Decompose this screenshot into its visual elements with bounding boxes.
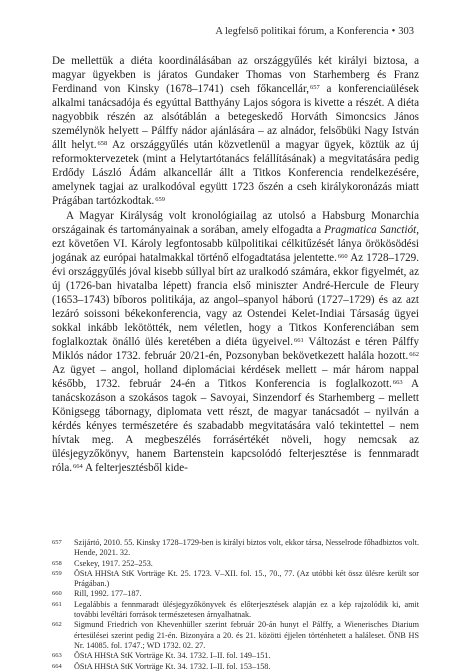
text-segment: Változást e téren Pálffy Miklós nádor 1732. február 20/21-én, Pozsonyban bekövetkezett halála hozott. [52,335,419,362]
footnote [52,589,419,599]
footnote [52,538,419,559]
footnote-text: Legalábbis a fennmaradt ülésjegyzőkönyvek és előterjesztések alapján ez a kép rajzolódik ki, amit további levéltári források természetesen árnyalhatnak. [74,599,419,620]
footnote-number: 660 [52,590,62,598]
text-segment: Az 1728–1729. évi országgyűlés jóval kisebb súllyal bírt az uralkodó számára, ekkor figyelmét, az új (1726-ban hivatalba lépett) francia első miniszter André-Hercule de Fleury (1653–1743) bíboros politikája, az angol–spanyol háború (1727–1729) és az azt lezáró soissoni békekonferencia, vagy az Ostendei Kelet-Indiai Társaság ügyei sokkal inkább lekötötték, nem véletlen, hogy a Titkos Konferenciában sem foglalkoztak önálló ülés keretében a diéta ügyeivel. [52,251,419,348]
footnote-text: Csekey, 1917. 252–253. [74,558,153,568]
footnote-number: 659 [52,569,62,577]
page-number: 303 [398,26,414,37]
running-title: A legfelső politikai fórum, a Konferencia [215,26,389,37]
footnote-text: Sigmund Friedrich von Khevenhüller szerint február 20-án hunyt el Pálffy, a Wienerisches Diarium értesülései szerint pedig 21-én. Bizonyára a 20. és 21. közötti éjjelen történhetett a haláleset. ÖNB HS Nr. 14085. fol. 1747.; WD 1732. 02. 27. [74,620,419,650]
text-segment: A felterjesztésből kide- [82,462,188,475]
footnote-ref: 661 [293,336,304,344]
footnote-ref: 658 [97,140,108,148]
footnote-ref: 664 [73,463,83,471]
footnote-text: ÖStA HHStA StK Vorträge Kt. 25. 1723. V–XII. fol. 15., 70., 77. (Az utóbbi két össz ülésre került sor Prágában.) [74,568,419,589]
footnote [52,600,419,621]
paragraph [52,209,419,476]
footnote-number: 663 [52,652,62,660]
footnote-text: Szijártó, 2010. 55. Kinsky 1728–1729-ben is királyi biztos volt, ekkor társa, Nesselrode főhadbiztos volt. Hende, 2021. 32. [74,538,419,558]
text-segment: a konferenciaülések alkalmi tanácsadója és egyúttal Batthyány Lajos sógora is kivette a részét. A diéta nagyobbik részén az alsótáblán a betegeskedő Horváth Simoncsics János személynök helyett – Pálffy nádor ajánlására – az alnádor, felsőbüki Nagy István állt helyt. [52,83,419,152]
footnote [52,569,419,590]
footnote-ref: 662 [409,350,419,358]
header-bullet: • [391,26,396,37]
footnote-number: 657 [52,539,62,546]
footnote-number: 664 [52,662,62,670]
footnote-ref: 660 [337,252,348,260]
footnote [52,651,419,661]
text-segment: Az országgyűlés után közvetlenül a magyar ügyek, köztük az új reformoktervezetek (mint a Helytartótanács felállításának) a megvitatására pedig Erdődy László Ádám alkancellár állt a Titkos Konferencia rendelkezésére, amelynek tagjai az uralkodóval együtt 1723 őszén a cseh királykoronázás miatt Prágában tartózkodtak. [52,139,419,208]
text-segment: De mellettük a diéta koordinálásában az országgyűlés két királyi biztosa, a magyar ügyekben is járatos Gundaker Thomas von Starhemberg és Franz Ferdinand von Kinsky (1678–1741) cseh főkancellár, [52,55,419,96]
footnote-text: ÖStA HHStA StK Vorträge Kt. 34. 1732. I–II. fol. 153–158. [74,661,271,671]
footnote-number: 662 [52,621,62,629]
footnote [52,620,419,651]
paragraph [52,54,419,209]
text-segment: Az ügyet – angol, holland diplomáciai kérdések mellett – már három nappal később, 1732. február 24-én a Titkos Konferencia is foglalkozott. [52,364,419,391]
footnote-text: ÖStA HHStA StK Vorträge Kt. 34. 1732. I–II. fol. 149–151. [74,651,271,661]
footnote-number: 658 [52,559,62,567]
running-header [215,26,414,37]
text-segment: , ezt követően VI. Károly legfontosabb külpolitikai célkitűzését lánya örökösödési jogának az európai hatalmakkal történő elfogadtatása jelentette. [52,223,419,264]
text-segment: A Magyar Királyság volt kronológiailag az utolsó a Habsburg Monarchia országainak és tartományainak a sorában, amely elfogadta a [52,209,419,236]
main-text [52,54,419,475]
text-segment: A tanácskozáson a szokásos tagok – Savoyai, Sinzendorf és Starhemberg – mellett Königsegg tábornagy, diplomata vett részt, de magyar tanácsadót – nyilván a kérdés kényes természetére és szabadabb megvitatására való tekintettel – nem hívtak meg. A megbeszélés forrásértékét növeli, hogy nemcsak az ülésjegyzőkönyv, hanem Bartenstein kapcsolódó felterjesztése is fennmaradt róla. [52,378,419,475]
footnote-ref: 659 [155,196,166,204]
footnote-ref: 663 [392,379,403,387]
footnote-text: Rill, 1992. 177–187. [74,589,142,599]
italic-text: Pragmatica Sanctiót [324,223,417,236]
footnotes [52,538,419,672]
footnote [52,559,419,569]
footnote-number: 661 [52,600,62,608]
footnote-ref: 657 [309,84,320,92]
